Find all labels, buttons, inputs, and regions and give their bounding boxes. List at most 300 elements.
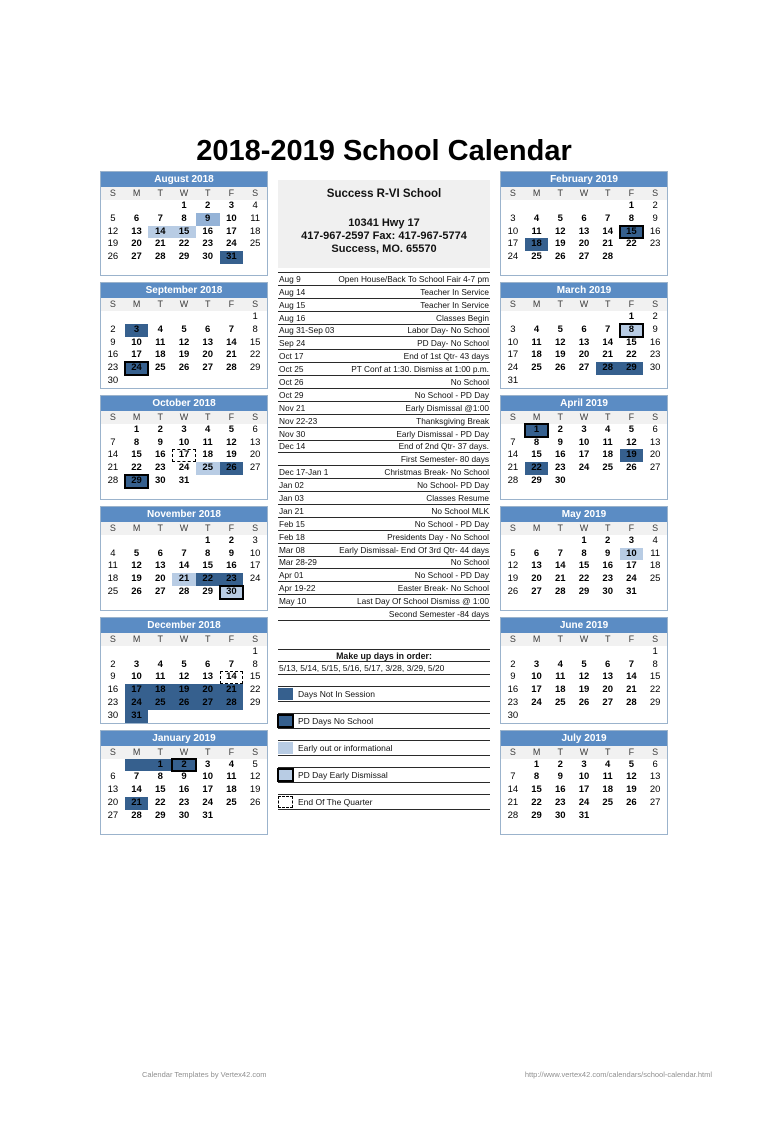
day-cell: 23 [107,696,119,708]
day-cell-empty [596,810,620,823]
day-cell: 3 [510,323,516,335]
day-cell-empty [501,424,525,437]
day-cell-empty [101,311,125,324]
event-date: Dec 14 [279,441,306,452]
day-cell: 7 [181,547,187,559]
day-cell: 20 [131,238,142,250]
day-cell: 27 [154,585,166,597]
day-cell: 28 [131,809,142,821]
day-cell: 2 [157,423,163,435]
weekday-label: S [652,411,659,422]
month-calendar-november-2018 [100,506,268,611]
day-cell: 5 [581,658,587,670]
day-cell-empty [172,710,196,723]
day-cell: 26 [626,796,637,808]
event-date: Apr 01 [279,570,304,581]
event-row [278,273,490,286]
day-cell: 24 [507,362,519,374]
weekday-header-row [101,522,267,535]
makeup-days-header: Make up days in order: [278,649,490,662]
weekday-label: W [579,299,589,309]
day-cell: 19 [172,684,196,697]
day-cell-empty [101,759,125,772]
event-row [278,402,490,415]
day-cell: 29 [531,809,542,821]
day-cell: 28 [226,362,237,374]
day-cell-empty [620,375,644,388]
day-cell: 2 [605,534,611,546]
day-cell: 30 [107,374,119,386]
legend-label: Days Not In Session [298,688,376,699]
legend-label: End Of The Quarter [298,796,373,807]
event-date: Sep 24 [279,338,306,349]
day-cell: 14 [148,226,172,239]
day-cell: 29 [202,585,213,597]
weekday-label: F [628,746,635,757]
event-date: Oct 17 [279,351,304,362]
weekday-label: S [509,188,516,198]
makeup-days-list: 5/13, 5/14, 5/15, 5/16, 5/17, 3/28, 3/29, 5/20 [278,662,490,675]
day-cell: 26 [220,462,244,475]
weekday-label: T [604,188,611,198]
day-cell: 22 [626,349,637,361]
day-cell-empty [101,535,125,548]
event-description: Classes Begin [435,312,489,323]
day-cell: 21 [507,796,519,808]
day-cell: 17 [507,238,519,250]
weekday-label: F [228,522,235,533]
day-cell: 6 [252,423,258,435]
event-row [278,428,490,441]
weekday-label: F [228,299,235,309]
event-date: Feb 18 [279,531,305,542]
month-header: June 2019 [501,618,667,633]
legend-item-end-of-the-quarter [278,794,490,810]
day-cell-empty [125,759,149,772]
day-cell: 16 [649,336,661,348]
day-cell: 8 [533,436,540,448]
weekday-label: W [179,522,189,533]
weekday-header-row [101,746,267,759]
day-cell: 29 [249,362,261,374]
day-cell: 30 [507,709,519,721]
right-month-column [500,171,668,841]
day-cell: 31 [507,374,519,386]
day-cell: 7 [557,547,563,559]
day-cell: 2 [652,200,658,211]
day-cell: 9 [652,212,658,224]
day-cell: 23 [602,573,613,585]
day-cell-empty [196,311,220,324]
day-cell: 24 [249,573,261,585]
weekday-label: M [532,522,541,533]
day-cell: 15 [249,336,261,348]
day-cell: 14 [220,671,244,684]
day-cell-empty [596,710,620,723]
day-cell: 13 [107,784,119,796]
day-cell: 27 [131,251,142,263]
day-cell: 19 [626,784,637,796]
day-cell: 28 [178,585,190,597]
day-cell: 9 [652,323,658,335]
day-cell: 21 [220,684,244,697]
day-cell: 13 [202,336,213,348]
day-cell: 5 [181,323,187,335]
day-cell: 27 [578,251,590,263]
day-cell: 7 [628,658,635,670]
day-cell: 30 [649,362,661,374]
day-cell: 16 [154,449,166,461]
day-cell: 18 [531,349,542,361]
event-row [278,569,490,582]
weekday-label: T [604,522,611,533]
event-date: Oct 25 [279,364,304,375]
day-cell-empty [101,424,125,437]
day-cell: 13 [154,560,166,572]
weekday-label: S [652,299,659,309]
school-info-box [278,180,490,268]
weekday-label: S [109,633,116,644]
day-cell: 14 [226,336,237,348]
event-date: Nov 30 [279,428,306,439]
day-cell: 4 [110,547,116,559]
day-cell: 25 [531,251,542,263]
day-cell: 30 [178,809,190,821]
day-cell: 3 [510,212,516,224]
day-cell: 15 [249,671,261,683]
day-cell: 5 [228,423,235,435]
day-cell: 29 [620,362,644,375]
weekday-label: T [204,299,211,309]
day-cell-empty [125,375,149,388]
day-cell: 22 [196,573,220,586]
weekday-label: W [579,522,589,533]
weekday-label: F [228,633,235,644]
day-cell-empty [596,475,620,488]
calendar-content [100,171,668,841]
day-cell: 15 [154,784,166,796]
day-cell: 18 [107,573,119,585]
day-cell: 3 [581,758,587,770]
day-cell: 31 [220,251,244,264]
day-cell: 3 [125,324,149,337]
day-cell: 31 [178,474,190,486]
day-cell: 31 [578,809,590,821]
day-cell: 20 [649,784,661,796]
day-cell: 28 [507,474,519,486]
event-row [278,389,490,402]
day-cell-empty [125,311,149,324]
day-cell: 24 [125,697,149,710]
day-cell: 9 [110,336,116,348]
weekday-label: T [204,633,211,644]
day-cell-empty [643,375,667,388]
day-cell: 13 [202,671,213,683]
day-cell: 18 [602,449,613,461]
day-cell: 8 [652,658,658,670]
day-cell-empty [620,251,644,264]
day-cell-empty [243,810,267,823]
weekday-label: T [157,746,164,757]
day-cell: 20 [202,349,213,361]
day-cell: 7 [510,771,516,783]
day-cell: 1 [205,534,211,546]
event-row [278,518,490,531]
day-cell-empty [172,646,196,659]
day-grid [101,311,267,388]
day-cell: 6 [652,423,658,435]
day-cell: 24 [178,462,190,474]
day-cell: 16 [507,684,519,696]
weekday-label: M [532,299,541,309]
day-cell: 26 [578,696,590,708]
day-cell-empty [243,375,267,388]
weekday-label: T [604,411,611,422]
event-description: No School- PD Day [417,480,489,491]
month-calendar-december-2018 [100,617,268,724]
day-cell: 5 [510,547,516,559]
day-cell: 6 [157,547,163,559]
day-cell: 15 [620,226,644,239]
day-cell: 4 [533,212,540,224]
day-cell: 9 [605,547,611,559]
day-cell-empty [548,535,572,548]
day-cell-empty [572,200,596,213]
day-cell: 14 [602,225,613,237]
day-cell: 7 [605,212,611,224]
legend-label: PD Day Early Dismissal [298,769,388,780]
event-description: Early Dismissal- End Of 3rd Qtr- 44 days [339,544,489,555]
day-cell: 3 [581,423,587,435]
day-cell: 17 [578,784,590,796]
day-cell-empty [548,646,572,659]
day-cell: 12 [578,671,590,683]
month-calendar-august-2018 [100,171,268,276]
day-cell: 14 [626,671,637,683]
weekday-label: W [579,188,589,198]
weekday-label: S [252,411,259,422]
day-cell: 25 [148,697,172,710]
day-cell: 14 [554,560,566,572]
day-cell-empty [501,200,525,213]
event-description: Presidents Day - No School [387,531,489,542]
event-date: Mar 28-29 [279,557,317,568]
day-cell: 3 [533,658,540,670]
day-cell: 26 [107,251,119,263]
day-cell: 9 [228,547,235,559]
day-cell: 25 [107,585,119,597]
day-cell-empty [643,710,667,723]
day-cell: 30 [554,809,566,821]
day-cell: 30 [220,586,244,599]
day-cell-empty [548,710,572,723]
weekday-label: T [557,746,564,757]
day-cell: 26 [131,585,142,597]
month-calendar-october-2018 [100,395,268,500]
day-cell: 25 [649,573,661,585]
day-cell: 10 [249,547,261,559]
event-date: Aug 16 [279,312,306,323]
legend-item-days-not-in-session [278,686,490,702]
day-cell-empty [525,646,549,659]
day-cell: 24 [626,573,637,585]
weekday-label: M [532,411,541,422]
day-grid [501,759,667,823]
event-date: Feb 15 [279,518,305,529]
day-cell: 4 [228,758,235,770]
day-cell: 6 [581,323,587,335]
day-cell: 7 [228,323,235,335]
day-cell: 28 [596,362,620,375]
event-date: Nov 22-23 [279,415,318,426]
day-cell: 4 [605,758,611,770]
event-description: No School MLK [431,505,489,516]
day-cell-empty [196,475,220,488]
day-cell: 27 [202,362,213,374]
weekday-label: S [252,746,259,757]
day-cell: 18 [525,238,549,251]
day-cell: 30 [154,474,166,486]
day-cell: 25 [602,796,613,808]
day-cell-empty [596,311,620,324]
day-cell-empty [525,710,549,723]
weekday-label: T [604,633,611,644]
weekday-label: M [132,299,141,309]
day-cell: 24 [507,251,519,263]
weekday-label: M [532,746,541,757]
day-cell: 1 [252,645,258,657]
day-cell: 19 [554,349,566,361]
day-cell: 16 [649,225,661,237]
weekday-label: S [652,522,659,533]
day-cell: 25 [554,696,566,708]
day-cell: 5 [181,658,187,670]
day-cell: 30 [107,709,119,721]
weekday-label: F [628,522,635,533]
day-cell: 6 [205,658,211,670]
day-cell: 18 [554,684,566,696]
day-cell: 25 [531,362,542,374]
weekday-label: T [157,633,164,644]
day-cell: 3 [133,658,140,670]
day-cell: 10 [620,548,644,561]
day-cell: 13 [531,560,542,572]
day-cell: 1 [533,758,540,770]
day-cell: 20 [154,573,166,585]
weekday-label: S [109,188,116,198]
month-calendar-january-2019 [100,730,268,835]
day-cell: 24 [125,362,149,375]
month-calendar-february-2019 [500,171,668,276]
day-cell-empty [501,311,525,324]
day-cell: 5 [110,212,116,224]
day-cell: 7 [133,771,140,783]
weekday-label: T [157,522,164,533]
weekday-label: F [628,188,635,198]
weekday-label: W [179,411,189,422]
day-cell-empty [525,375,549,388]
day-cell: 1 [181,200,187,211]
day-cell: 4 [652,534,658,546]
day-cell-empty [525,535,549,548]
day-cell: 24 [202,796,213,808]
day-cell: 15 [649,671,661,683]
day-cell: 2 [510,658,516,670]
day-cell: 13 [578,336,590,348]
day-cell-empty [525,311,549,324]
school-phone-fax: 417-967-2597 Fax: 417-967-5774 [301,230,467,242]
day-cell: 21 [172,573,196,586]
day-cell: 2 [110,658,116,670]
weekday-label: S [652,633,659,644]
event-description: Easter Break- No School [397,583,489,594]
day-cell: 16 [602,560,613,572]
day-cell: 19 [578,684,590,696]
day-cell: 31 [202,809,213,821]
event-date: Aug 14 [279,286,306,297]
event-row [278,466,490,479]
weekday-label: S [109,522,116,533]
day-cell: 23 [220,573,244,586]
event-row [278,505,490,518]
weekday-label: W [579,633,589,644]
day-cell: 9 [510,671,516,683]
day-cell: 17 [578,449,590,461]
day-cell: 4 [157,323,163,335]
day-cell: 1 [148,759,172,772]
weekday-label: S [509,299,516,309]
day-cell-empty [220,475,244,488]
day-cell: 13 [602,671,613,683]
day-cell-empty [501,646,525,659]
weekday-label: F [628,411,635,422]
day-cell: 13 [649,436,661,448]
weekday-label: T [557,633,564,644]
day-cell: 23 [178,796,190,808]
day-cell: 3 [228,200,235,211]
event-row [278,312,490,325]
day-cell-empty [643,586,667,599]
day-cell: 12 [226,436,237,448]
day-cell: 2 [557,423,563,435]
day-cell-empty [572,375,596,388]
day-cell: 29 [249,696,261,708]
day-cell: 22 [178,238,190,250]
day-cell: 28 [626,696,637,708]
day-cell: 23 [554,462,566,474]
day-cell-empty [148,646,172,659]
day-cell: 1 [652,645,658,657]
event-row [278,363,490,376]
day-cell: 23 [202,238,213,250]
event-row [278,595,490,608]
weekday-label: F [628,299,635,309]
day-cell: 31 [626,585,637,597]
weekday-label: M [132,746,141,757]
day-cell: 19 [554,238,566,250]
day-cell: 27 [602,696,613,708]
day-cell: 18 [249,225,261,237]
weekday-label: T [604,746,611,757]
legend-swatch-darkb-icon [278,715,293,727]
weekday-label: T [157,299,164,309]
day-cell: 28 [154,251,166,263]
day-cell: 14 [107,449,119,461]
day-cell: 17 [172,449,196,462]
weekday-label: F [228,746,235,757]
day-cell: 28 [554,585,566,597]
day-cell: 7 [228,658,235,670]
